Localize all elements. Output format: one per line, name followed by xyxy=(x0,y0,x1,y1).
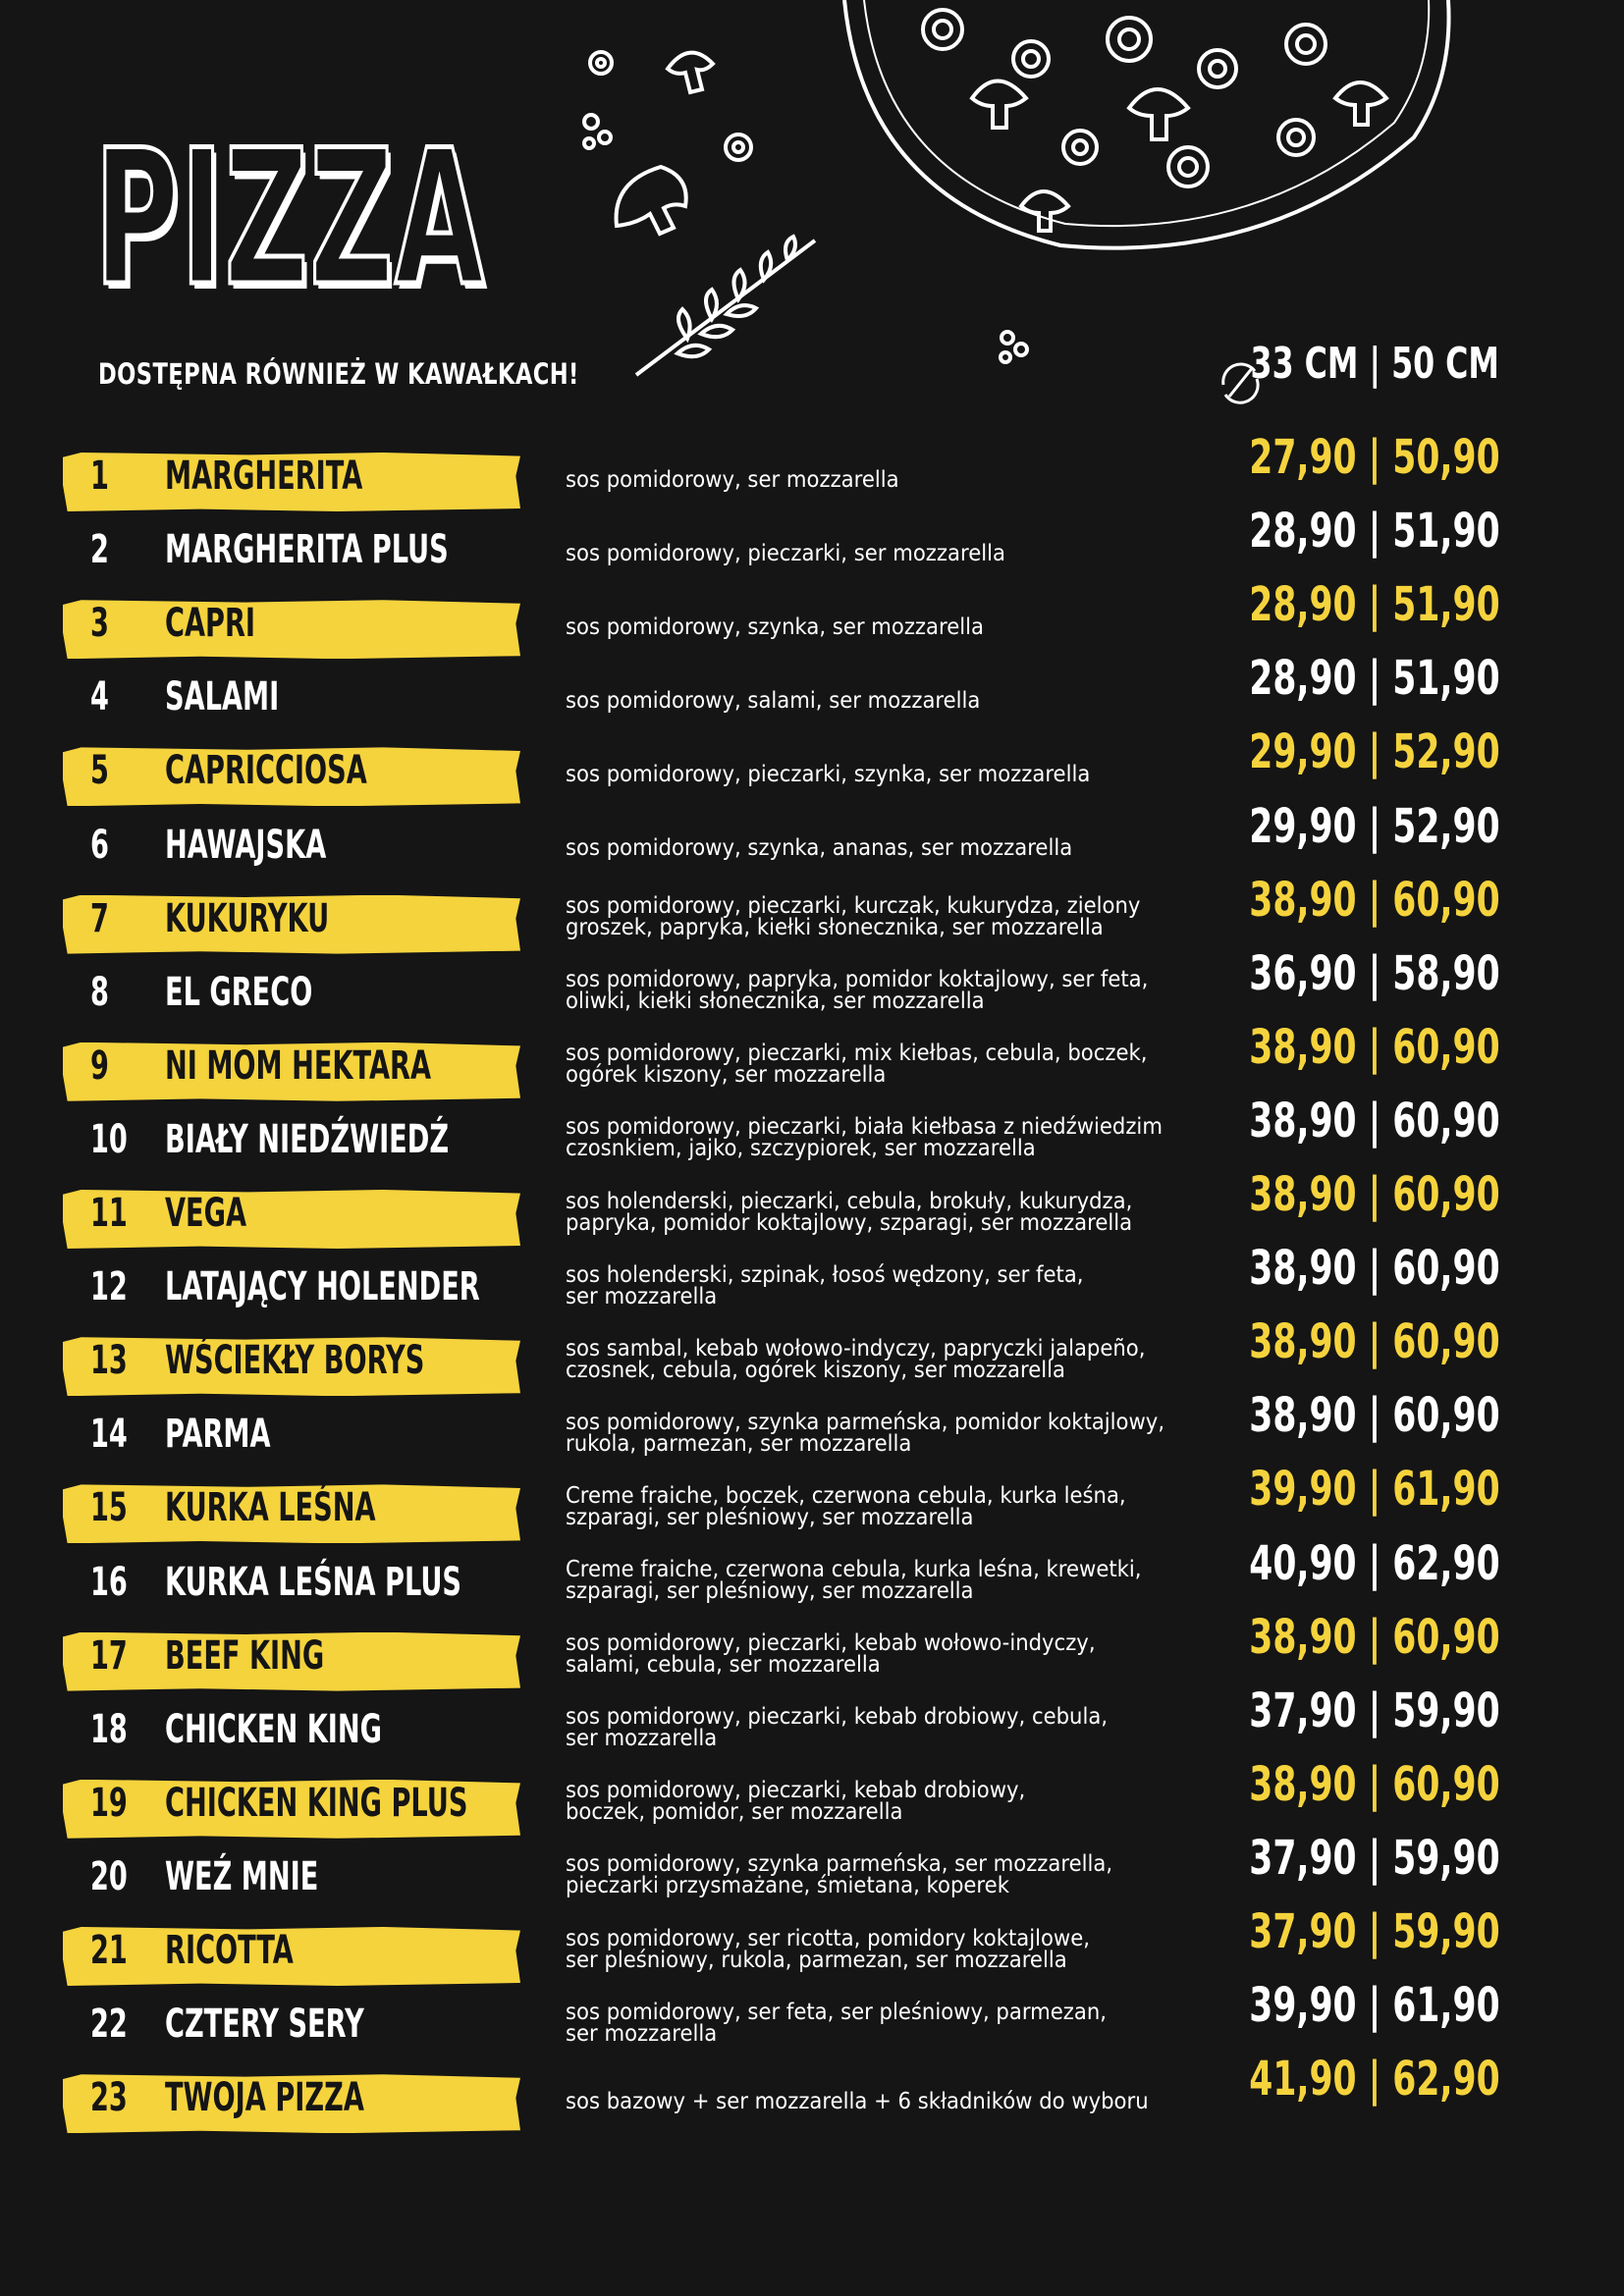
menu-item xyxy=(0,1978,1624,2059)
menu-item xyxy=(0,1904,1624,1986)
menu-item xyxy=(0,872,1624,954)
item-name: MARGHERITA PLUS xyxy=(165,527,449,573)
item-description: Creme fraiche, czerwona cebula, kurka leśna, krewetki, szparagi, ser pleśniowy, ser mozzarella xyxy=(566,1557,1142,1604)
item-price: 29,90 | 52,90 xyxy=(1249,798,1500,854)
item-description: sos pomidorowy, szynka, ananas, ser mozzarella xyxy=(566,835,1073,861)
item-description: sos holenderski, szpinak, łosoś wędzony, ser feta, ser mozzarella xyxy=(566,1261,1084,1309)
item-number: 9 xyxy=(90,1042,109,1089)
item-price: 38,90 | 60,90 xyxy=(1249,1093,1500,1148)
item-price: 38,90 | 60,90 xyxy=(1249,1388,1500,1444)
item-description: sos pomidorowy, pieczarki, kurczak, kukurydza, zielony groszek, papryka, kiełki słonecznika, ser mozzarella xyxy=(566,893,1141,941)
item-price: 38,90 | 60,90 xyxy=(1249,1241,1500,1297)
item-description: sos pomidorowy, ser ricotta, pomidory koktajlowe, ser pleśniowy, rukola, parmezan, ser mozzarella xyxy=(566,1925,1090,1973)
item-number: 2 xyxy=(90,527,109,573)
menu-item xyxy=(0,1535,1624,1618)
item-name: MARGHERITA xyxy=(165,454,363,499)
item-number: 22 xyxy=(90,2002,128,2048)
item-description: sos pomidorowy, pieczarki, biała kiełbasa z niedźwiedzim czosnkiem, jajko, szczypiorek, ser mozzarella xyxy=(566,1114,1163,1162)
item-number: 6 xyxy=(90,822,109,868)
item-name: EL GRECO xyxy=(165,969,313,1015)
item-name: CAPRI xyxy=(165,601,256,647)
menu-item xyxy=(0,1388,1624,1469)
item-description: sos pomidorowy, salami, ser mozzarella xyxy=(566,687,981,714)
item-number: 7 xyxy=(90,895,109,941)
item-description: sos holenderski, pieczarki, cebula, brokuły, kukurydza, papryka, pomidor koktajlowy, szparagi, ser mozzarella xyxy=(566,1188,1133,1236)
item-price: 29,90 | 52,90 xyxy=(1249,724,1500,780)
item-description: sos pomidorowy, szynka parmeńska, pomidor koktajlowy, rukola, parmezan, ser mozzarella xyxy=(566,1409,1165,1457)
item-price: 38,90 | 60,90 xyxy=(1249,1019,1500,1075)
item-name: WEŹ MNIE xyxy=(165,1853,319,1899)
item-description: Creme fraiche, boczek, czerwona cebula, kurka leśna, szparagi, ser pleśniowy, ser mozzarella xyxy=(566,1482,1126,1530)
item-price: 38,90 | 60,90 xyxy=(1249,1609,1500,1665)
item-price: 40,90 | 62,90 xyxy=(1249,1535,1500,1591)
item-name: TWOJA PIZZA xyxy=(165,2075,364,2121)
item-description: sos pomidorowy, ser mozzarella xyxy=(566,466,899,493)
menu-item xyxy=(0,430,1624,511)
item-number: 1 xyxy=(90,454,109,499)
menu-item xyxy=(0,1093,1624,1175)
item-number: 13 xyxy=(90,1338,128,1384)
item-name: BIAŁY NIEDŹWIEDŹ xyxy=(165,1116,450,1162)
item-number: 5 xyxy=(90,748,109,794)
menu-item xyxy=(0,504,1624,585)
menu-item xyxy=(0,1314,1624,1396)
item-number: 12 xyxy=(90,1264,128,1310)
item-number: 16 xyxy=(90,1559,128,1605)
size-header: 33 CM | 50 CM xyxy=(1250,339,1499,389)
item-price: 38,90 | 60,90 xyxy=(1249,872,1500,928)
item-price: 38,90 | 60,90 xyxy=(1249,1167,1500,1222)
item-name: KURKA LEŚNA PLUS xyxy=(165,1559,461,1605)
item-name: CAPRICCIOSA xyxy=(165,748,367,794)
item-description: sos pomidorowy, papryka, pomidor koktajlowy, ser feta, oliwki, kiełki słonecznika, ser mozzarella xyxy=(566,967,1149,1015)
menu-item xyxy=(0,2052,1624,2133)
item-price: 27,90 | 50,90 xyxy=(1249,430,1500,485)
item-name: SALAMI xyxy=(165,674,280,721)
item-price: 41,90 | 62,90 xyxy=(1249,2052,1500,2108)
menu-item xyxy=(0,1462,1624,1543)
item-name: CHICKEN KING PLUS xyxy=(165,1780,468,1826)
menu-item xyxy=(0,1830,1624,1912)
menu-item xyxy=(0,1167,1624,1249)
item-number: 15 xyxy=(90,1485,128,1531)
item-number: 3 xyxy=(90,601,109,647)
item-number: 10 xyxy=(90,1116,128,1162)
item-description: sos pomidorowy, pieczarki, szynka, ser mozzarella xyxy=(566,761,1091,787)
item-price: 28,90 | 51,90 xyxy=(1249,651,1500,707)
item-number: 4 xyxy=(90,674,109,721)
item-name: PARMA xyxy=(165,1412,271,1458)
item-price: 39,90 | 61,90 xyxy=(1249,1978,1500,2034)
menu-item xyxy=(0,798,1624,881)
page-title: PIZZA xyxy=(94,110,486,327)
item-name: RICOTTA xyxy=(165,1928,294,1973)
item-number: 23 xyxy=(90,2075,128,2121)
item-name: BEEF KING xyxy=(165,1632,325,1679)
item-number: 11 xyxy=(90,1191,128,1236)
item-price: 37,90 | 59,90 xyxy=(1249,1830,1500,1886)
item-name: LATAJĄCY HOLENDER xyxy=(165,1264,480,1310)
item-name: WŚCIEKŁY BORYS xyxy=(165,1338,425,1384)
item-number: 19 xyxy=(90,1780,128,1826)
item-description: sos pomidorowy, pieczarki, kebab wołowo-indyczy, salami, cebula, ser mozzarella xyxy=(566,1630,1096,1679)
menu-item xyxy=(0,1682,1624,1765)
menu-item xyxy=(0,1241,1624,1322)
item-name: CZTERY SERY xyxy=(165,2002,364,2048)
item-description: sos sambal, kebab wołowo-indyczy, papryczki jalapeño, czosnek, cebula, ogórek kiszony, ser mozzarella xyxy=(566,1335,1146,1383)
highlight-stripe xyxy=(63,600,520,659)
item-name: NI MOM HEKTARA xyxy=(165,1042,431,1089)
item-name: CHICKEN KING xyxy=(165,1706,382,1752)
item-price: 37,90 | 59,90 xyxy=(1249,1904,1500,1959)
menu-item xyxy=(0,1609,1624,1691)
item-price: 37,90 | 59,90 xyxy=(1249,1682,1500,1738)
menu-item xyxy=(0,1756,1624,1839)
item-number: 8 xyxy=(90,969,109,1015)
item-price: 39,90 | 61,90 xyxy=(1249,1462,1500,1518)
item-price: 38,90 | 60,90 xyxy=(1249,1756,1500,1812)
item-number: 17 xyxy=(90,1632,128,1679)
menu-item xyxy=(0,724,1624,806)
item-price: 28,90 | 51,90 xyxy=(1249,577,1500,633)
item-description: sos pomidorowy, ser feta, ser pleśniowy, parmezan, ser mozzarella xyxy=(566,1999,1107,2047)
highlight-stripe xyxy=(63,1190,520,1249)
item-description: sos bazowy + ser mozzarella + 6 składników do wyboru xyxy=(566,2088,1149,2114)
item-number: 20 xyxy=(90,1853,128,1899)
item-price: 36,90 | 58,90 xyxy=(1249,945,1500,1001)
item-name: VEGA xyxy=(165,1191,247,1236)
menu-item xyxy=(0,577,1624,659)
item-description: sos pomidorowy, pieczarki, mix kiełbas, cebula, boczek, ogórek kiszony, ser mozzarella xyxy=(566,1041,1148,1089)
item-number: 14 xyxy=(90,1412,128,1458)
item-price: 28,90 | 51,90 xyxy=(1249,504,1500,560)
item-description: sos pomidorowy, szynka parmeńska, ser mozzarella, pieczarki przysmażane, śmietana, koperek xyxy=(566,1851,1113,1899)
item-description: sos pomidorowy, pieczarki, ser mozzarella xyxy=(566,540,1005,566)
item-name: KURKA LEŚNA xyxy=(165,1485,376,1531)
item-price: 38,90 | 60,90 xyxy=(1249,1314,1500,1370)
item-number: 18 xyxy=(90,1706,128,1752)
item-description: sos pomidorowy, pieczarki, kebab drobiowy, boczek, pomidor, ser mozzarella xyxy=(566,1778,1026,1826)
item-description: sos pomidorowy, szynka, ser mozzarella xyxy=(566,614,984,640)
menu-item xyxy=(0,651,1624,732)
menu-item xyxy=(0,1019,1624,1101)
item-description: sos pomidorowy, pieczarki, kebab drobiowy, cebula, ser mozzarella xyxy=(566,1704,1109,1752)
item-number: 21 xyxy=(90,1928,128,1973)
menu-item xyxy=(0,945,1624,1028)
item-name: KUKURYKU xyxy=(165,895,330,941)
item-name: HAWAJSKA xyxy=(165,822,327,868)
page-subtitle: DOSTĘPNA RÓWNIEŻ W KAWAŁKACH! xyxy=(98,357,579,391)
